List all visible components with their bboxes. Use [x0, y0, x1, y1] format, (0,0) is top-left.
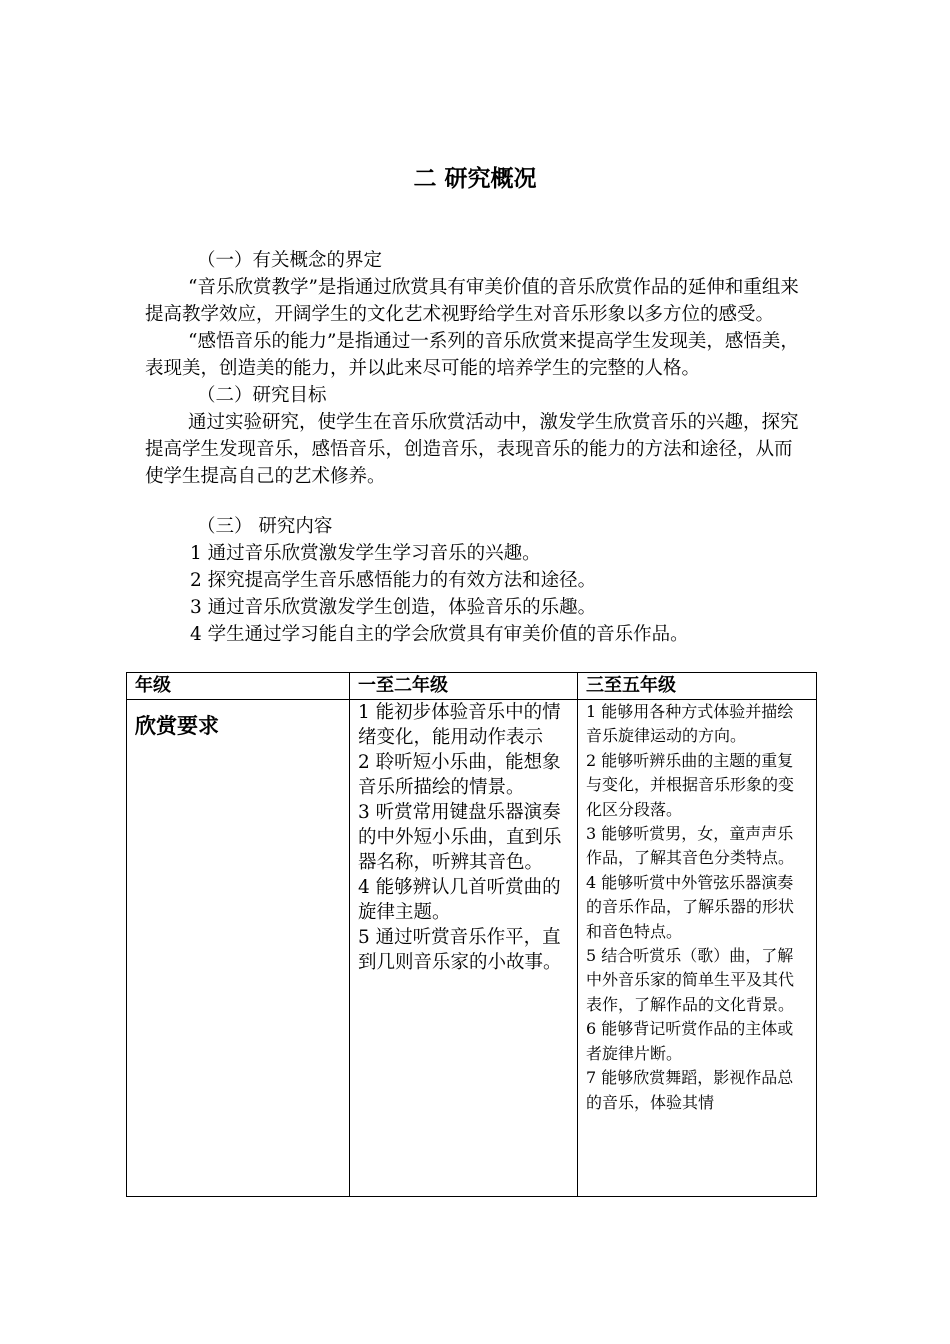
cell-item: 4 能够辨认几首听赏曲的旋律主题。	[358, 877, 561, 923]
paragraph-goal: 通过实验研究，使学生在音乐欣赏活动中，激发学生欣赏音乐的兴趣，探究提高学生发现音乐，感悟音乐，创造音乐，表现音乐的能力的方法和途径，从而使学生提高自己的艺术修养。	[145, 412, 799, 487]
cell-item: 5 通过听赏音乐作平，直到几则音乐家的小故事。	[358, 927, 562, 973]
blank-line	[145, 490, 805, 513]
requirements-table	[126, 672, 817, 1197]
cell-item: 1 能初步体验音乐中的情绪变化，能用动作表示	[358, 702, 561, 748]
header-grade-3-5: 三至五年级	[578, 673, 817, 700]
cell-item: 4 能够听赏中外管弦乐器演奏的音乐作品，了解乐器的形状和音色特点。	[586, 872, 795, 941]
row-label-requirements: 欣赏要求	[127, 700, 350, 1197]
section-heading-1: （一）有关概念的界定	[197, 250, 383, 271]
cell-item: 5 结合听赏乐（歌）曲，了解中外音乐家的简单生平及其代表作，了解作品的文化背景。	[586, 946, 795, 1014]
header-grade-1-2: 一至二年级	[350, 673, 578, 700]
table-header-row	[127, 673, 817, 700]
section-heading-2: （二）研究目标	[197, 385, 327, 406]
list-item: 2 探究提高学生音乐感悟能力的有效方法和途径。	[190, 570, 597, 591]
document-body	[145, 247, 805, 648]
cell-item: 2 能够听辨乐曲的主题的重复与变化，并根据音乐形象的变化区分段落。	[586, 750, 795, 819]
table-row	[127, 700, 817, 1197]
list-item: 3 通过音乐欣赏激发学生创造，体验音乐的乐趣。	[190, 597, 597, 618]
paragraph-concept-2: “感悟音乐的能力”是指通过一系列的音乐欣赏来提高学生发现美，感悟美，表现美，创造美的能力，并以此来尽可能的培养学生的完整的人格。	[145, 331, 799, 379]
cell-item: 1 能够用各种方式体验并描绘音乐旋律运动的方向。	[586, 702, 794, 746]
cell-item: 7 能够欣赏舞蹈，影视作品总的音乐，体验其情	[586, 1068, 794, 1112]
cell-item: 2 聆听短小乐曲，能想象音乐所描绘的情景。	[358, 752, 561, 798]
cell-item: 3 能够听赏男，女，童声声乐作品，了解其音色分类特点。	[586, 824, 795, 868]
page-title: 二 研究概况	[413, 166, 537, 192]
section-heading-3: （三） 研究内容	[197, 516, 333, 537]
list-item: 1 通过音乐欣赏激发学生学习音乐的兴趣。	[190, 543, 541, 564]
paragraph-concept-1: “音乐欣赏教学”是指通过欣赏具有审美价值的音乐欣赏作品的延伸和重组来提高教学效应，开阔学生的文化艺术视野给学生对音乐形象以多方位的感受。	[145, 277, 799, 325]
cell-item: 6 能够背记听赏作品的主体或者旋律片断。	[586, 1019, 794, 1063]
cell-item: 3 听赏常用键盘乐器演奏的中外短小乐曲，直到乐器名称，听辨其音色。	[358, 802, 562, 873]
cell-grade-1-2	[350, 700, 578, 1197]
list-item: 4 学生通过学习能自主的学会欣赏具有审美价值的音乐作品。	[190, 624, 689, 645]
header-grade: 年级	[127, 673, 350, 700]
cell-grade-3-5	[578, 700, 817, 1197]
